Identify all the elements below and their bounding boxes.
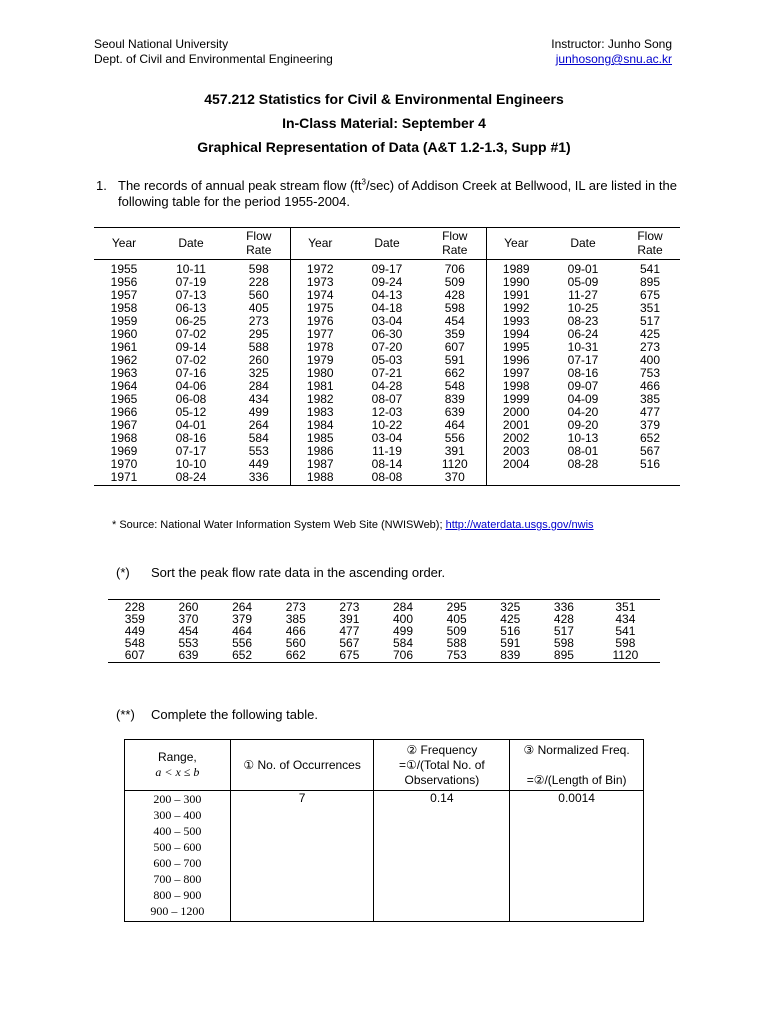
table-cell: 1987 (306, 457, 334, 471)
table-cell: 553 (228, 445, 290, 458)
table-cell: 08-16 (175, 431, 207, 445)
table-cell: 273 (269, 600, 323, 614)
table-cell: 07-21 (371, 366, 403, 380)
table-cell: 385 (639, 392, 661, 406)
table-cell: 567 (339, 636, 360, 650)
table-cell: 1963 (110, 366, 138, 380)
frequency-table (124, 739, 644, 922)
table-cell: 06-30 (371, 327, 403, 341)
frequency-table-header (125, 740, 644, 791)
table-cell: 895 (537, 649, 591, 663)
table-cell: 428 (553, 612, 574, 626)
occurrences-cell[interactable] (230, 791, 374, 922)
table-cell: 06-25 (175, 314, 207, 328)
table-cell: 1988 (290, 471, 350, 486)
table-cell: 09-01 (567, 262, 599, 276)
table-cell: 591 (424, 354, 486, 367)
question-1-number: 1. (96, 178, 107, 193)
header-left (94, 37, 333, 67)
table-cell: 06-08 (175, 392, 207, 406)
norm-label: ③ Normalized Freq. (523, 742, 630, 757)
table-cell: 1976 (306, 314, 334, 328)
table-cell: 662 (424, 367, 486, 380)
table-cell: 04-01 (175, 418, 207, 432)
table-cell: 391 (339, 612, 360, 626)
table-cell: 1986 (306, 444, 334, 458)
table-cell: 1120 (591, 649, 660, 663)
table-cell: 1959 (110, 314, 138, 328)
superscript-3: 3 (361, 177, 366, 187)
instructor-name: Instructor: Junho Song (551, 37, 672, 51)
table-cell (486, 471, 546, 486)
table-cell: 1978 (306, 340, 334, 354)
table-cell: 509 (446, 624, 467, 638)
header-frequency (374, 740, 510, 791)
question-1-text (118, 178, 678, 210)
table-cell: 07-13 (175, 288, 207, 302)
table-cell: 08-28 (567, 457, 599, 471)
table-cell: 1984 (306, 418, 334, 432)
table-cell: 04-13 (371, 288, 403, 302)
range-value: 800 – 900 (153, 888, 202, 902)
question-1-text-a: The records of annual peak stream flow (ft (118, 178, 362, 193)
table-cell: 517 (639, 314, 661, 328)
table-cell: 1971 (94, 471, 154, 486)
table-cell: 639 (424, 406, 486, 419)
table-cell: 464 (232, 624, 253, 638)
header-flow: Flow (442, 229, 468, 243)
table-cell: 405 (228, 302, 290, 315)
table-cell: 03-04 (371, 431, 403, 445)
question-3 (116, 707, 318, 722)
table-row (94, 471, 680, 486)
table-cell: 07-02 (175, 353, 207, 367)
table-cell: 1967 (110, 418, 138, 432)
title-block (0, 87, 768, 159)
table-cell: 325 (228, 367, 290, 380)
table-cell: 08-08 (350, 471, 424, 486)
table-cell: 07-02 (175, 327, 207, 341)
peak-flow-table (94, 227, 680, 486)
table-row (94, 260, 680, 277)
frequency-value: 0.14 (430, 791, 454, 805)
table-cell: 839 (424, 393, 486, 406)
table-cell: 264 (228, 419, 290, 432)
header-normalized (510, 740, 644, 791)
university-name: Seoul National University (94, 37, 229, 51)
table-cell: 260 (228, 354, 290, 367)
range-value: 500 – 600 (153, 840, 202, 854)
table-cell: 652 (215, 649, 269, 663)
table-cell: 04-09 (567, 392, 599, 406)
table-cell: 584 (228, 432, 290, 445)
table-cell: 639 (162, 649, 216, 663)
table-cell: 09-24 (371, 275, 403, 289)
table-cell: 598 (424, 302, 486, 315)
table-cell: 1975 (306, 301, 334, 315)
table-cell: 370 (178, 612, 199, 626)
table-cell: 1966 (110, 405, 138, 419)
table-cell: 359 (124, 612, 145, 626)
table-cell: 509 (424, 276, 486, 289)
table-cell: 425 (500, 612, 521, 626)
freq-label: ② Frequency (406, 742, 478, 757)
table-cell: 11-27 (568, 288, 598, 302)
table-cell: 588 (446, 636, 467, 650)
table-cell: 07-17 (175, 444, 207, 458)
table-cell: 370 (424, 471, 486, 486)
header-flow: Flow (637, 229, 663, 243)
sorted-table-body (108, 600, 660, 663)
table-cell: 598 (553, 636, 574, 650)
header-range (125, 740, 231, 791)
table-cell: 607 (424, 341, 486, 354)
table-cell: 1983 (306, 405, 334, 419)
table-cell: 839 (483, 649, 537, 663)
table-cell: 598 (615, 636, 636, 650)
table-cell: 541 (615, 624, 636, 638)
table-cell: 08-14 (371, 457, 403, 471)
header-rate: Rate (442, 243, 468, 257)
range-value: 300 – 400 (153, 808, 202, 822)
table-cell: 1998 (502, 379, 530, 393)
table-cell: 08-24 (154, 471, 228, 486)
table-cell: 548 (124, 636, 145, 650)
table-cell: 09-17 (371, 262, 403, 276)
header-rate: Rate (246, 243, 272, 257)
table-cell: 10-11 (176, 262, 206, 276)
table-cell (546, 471, 620, 486)
instructor-email-link[interactable]: junhosong@snu.ac.kr (555, 52, 672, 66)
table-cell: 466 (639, 379, 661, 393)
table-cell: 1957 (110, 288, 138, 302)
table-cell: 04-06 (175, 379, 207, 393)
table-cell: 04-28 (371, 379, 403, 393)
table-cell: 09-07 (567, 379, 599, 393)
table-cell: 08-07 (371, 392, 403, 406)
table-cell: 379 (232, 612, 253, 626)
table-cell: 560 (228, 289, 290, 302)
table-cell: 753 (639, 366, 661, 380)
table-cell: 753 (430, 649, 484, 663)
table-cell: 11-19 (372, 444, 402, 458)
freq-formula-a: =①/(Total No. of (398, 757, 485, 772)
table-cell: 228 (228, 276, 290, 289)
table-cell: 08-23 (567, 314, 599, 328)
range-value: 900 – 1200 (150, 904, 205, 918)
table-cell: 425 (639, 327, 661, 341)
table-cell: 07-17 (567, 353, 599, 367)
table-cell: 06-24 (567, 327, 599, 341)
table-cell: 1956 (110, 275, 138, 289)
table-cell: 434 (228, 393, 290, 406)
table-cell: 1985 (306, 431, 334, 445)
table-cell: 1997 (502, 366, 530, 380)
table-cell: 567 (639, 444, 661, 458)
normalized-value: 0.0014 (558, 791, 595, 805)
table-cell: 295 (228, 328, 290, 341)
header-flow-rate (228, 228, 290, 260)
source-note (112, 519, 594, 531)
question-3-text: Complete the following table. (151, 707, 318, 722)
sorted-flow-table (108, 599, 660, 663)
table-cell: 675 (323, 649, 377, 663)
table-cell: 273 (323, 600, 377, 614)
table-cell: 1974 (306, 288, 334, 302)
table-cell: 05-03 (371, 353, 403, 367)
table-cell: 541 (639, 262, 661, 276)
table-cell: 428 (424, 289, 486, 302)
table-cell: 1968 (110, 431, 138, 445)
table-cell: 675 (639, 288, 661, 302)
header-year: Year (486, 228, 546, 260)
table-cell: 895 (639, 275, 661, 289)
table-cell (620, 471, 680, 486)
table-row (108, 649, 660, 663)
table-cell: 379 (639, 418, 661, 432)
table-cell: 706 (424, 260, 486, 277)
table-cell: 03-04 (371, 314, 403, 328)
source-text: * Source: National Water Information System Web Site (NWISWeb); (112, 519, 446, 531)
table-cell: 295 (430, 600, 484, 614)
table-cell: 556 (424, 432, 486, 445)
table-cell: 2002 (502, 431, 530, 445)
table-cell: 1989 (502, 262, 530, 276)
table-cell: 08-16 (567, 366, 599, 380)
table-cell: 1120 (424, 458, 486, 471)
table-cell: 391 (424, 445, 486, 458)
header-date: Date (154, 228, 228, 260)
range-value: 200 – 300 (153, 792, 202, 806)
table-cell: 1993 (502, 314, 530, 328)
table-cell: 607 (108, 649, 162, 663)
table-cell: 591 (500, 636, 521, 650)
table-cell: 09-14 (175, 340, 207, 354)
table-cell: 1955 (110, 262, 138, 276)
table-cell: 325 (483, 600, 537, 614)
table-cell: 04-20 (567, 405, 599, 419)
header-year: Year (290, 228, 350, 260)
table-cell: 2000 (502, 405, 530, 419)
table-cell: 1973 (306, 275, 334, 289)
range-label: Range, (158, 750, 197, 764)
table-cell: 598 (228, 260, 290, 277)
header-right (545, 37, 672, 67)
table-cell: 454 (178, 624, 199, 638)
table-cell: 477 (639, 405, 661, 419)
table-cell: 1970 (110, 457, 138, 471)
table-cell: 400 (639, 353, 661, 367)
header-year: Year (94, 228, 154, 260)
header-occurrences: ① No. of Occurrences (230, 740, 374, 791)
table-cell: 385 (285, 612, 306, 626)
header-flow-rate (424, 228, 486, 260)
table-cell: 1980 (306, 366, 334, 380)
table-cell: 351 (591, 600, 660, 614)
table-cell: 351 (639, 301, 661, 315)
department-name: Dept. of Civil and Environmental Engineering (94, 52, 333, 66)
table-cell: 454 (424, 315, 486, 328)
table-cell: 284 (376, 600, 430, 614)
table-cell: 1999 (502, 392, 530, 406)
normalized-cell[interactable] (510, 791, 644, 922)
norm-formula: =②/(Length of Bin) (526, 772, 627, 787)
table-cell: 1960 (110, 327, 138, 341)
table-cell: 264 (215, 600, 269, 614)
table-cell: 499 (228, 406, 290, 419)
table-cell: 2003 (502, 444, 530, 458)
header-date: Date (546, 228, 620, 260)
material-title: In-Class Material: September 4 (282, 115, 486, 131)
table-cell: 273 (639, 340, 661, 354)
table-cell: 10-31 (567, 340, 599, 354)
question-1-text-b: /sec) of Addison Creek at Bellwood, IL are listed in the following table for the period 1955-2004. (118, 178, 677, 209)
table-cell: 1994 (502, 327, 530, 341)
table-cell: 1996 (502, 353, 530, 367)
table-cell: 336 (228, 471, 290, 486)
header-rate: Rate (637, 243, 663, 257)
table-cell: 10-22 (371, 418, 403, 432)
freq-formula-b: Observations) (404, 772, 480, 787)
table-cell: 400 (393, 612, 414, 626)
table-cell: 04-18 (371, 301, 403, 315)
table-cell: 516 (639, 457, 661, 471)
table-cell: 499 (393, 624, 414, 638)
table-row (108, 600, 660, 614)
flow-table-body (94, 260, 680, 486)
question-3-label: (**) (116, 707, 135, 722)
table-cell: 449 (228, 458, 290, 471)
table-cell: 1991 (502, 288, 530, 302)
table-cell: 10-13 (567, 431, 599, 445)
table-cell: 434 (615, 612, 636, 626)
table-cell: 449 (124, 624, 145, 638)
table-cell: 466 (285, 624, 306, 638)
table-cell: 548 (424, 380, 486, 393)
header-flow: Flow (246, 229, 272, 243)
table-cell: 07-19 (175, 275, 207, 289)
table-cell: 05-09 (567, 275, 599, 289)
table-cell: 2004 (502, 457, 530, 471)
table-cell: 477 (339, 624, 360, 638)
table-cell: 1972 (306, 262, 334, 276)
question-2-text: Sort the peak flow rate data in the ascending order. (151, 565, 446, 580)
range-value: 700 – 800 (153, 872, 202, 886)
table-cell: 464 (424, 419, 486, 432)
table-cell: 1965 (110, 392, 138, 406)
table-cell: 706 (376, 649, 430, 663)
frequency-table-body-row (125, 791, 644, 922)
range-value: 400 – 500 (153, 824, 202, 838)
table-cell: 1961 (110, 340, 138, 354)
table-cell: 662 (269, 649, 323, 663)
table-cell: 05-12 (175, 405, 207, 419)
frequency-cell[interactable] (374, 791, 510, 922)
table-cell: 09-20 (567, 418, 599, 432)
range-formula: a < x ≤ b (155, 765, 200, 779)
table-cell: 1964 (110, 379, 138, 393)
table-cell: 07-16 (175, 366, 207, 380)
table-cell: 556 (232, 636, 253, 650)
table-cell: 284 (228, 380, 290, 393)
source-link[interactable]: http://waterdata.usgs.gov/nwis (445, 519, 594, 531)
table-cell: 584 (393, 636, 414, 650)
table-cell: 517 (553, 624, 574, 638)
table-cell: 652 (639, 431, 661, 445)
table-cell: 553 (178, 636, 199, 650)
table-cell: 228 (108, 600, 162, 614)
table-cell: 1981 (306, 379, 334, 393)
table-cell: 07-20 (371, 340, 403, 354)
table-cell: 336 (537, 600, 591, 614)
table-cell: 516 (500, 624, 521, 638)
table-cell: 1969 (110, 444, 138, 458)
table-cell: 06-13 (175, 301, 207, 315)
flow-table-header (94, 228, 680, 260)
table-cell: 1958 (110, 301, 138, 315)
table-cell: 1990 (502, 275, 530, 289)
table-cell: 588 (228, 341, 290, 354)
question-2 (116, 565, 446, 580)
header-date: Date (350, 228, 424, 260)
table-cell: 405 (446, 612, 467, 626)
topic-title: Graphical Representation of Data (A&T 1.2-1.3, Supp #1) (197, 139, 571, 155)
table-cell: 08-01 (567, 444, 599, 458)
table-cell: 560 (285, 636, 306, 650)
occurrence-value: 7 (298, 791, 306, 805)
table-cell: 1977 (306, 327, 334, 341)
table-cell: 12-03 (371, 405, 403, 419)
range-value: 600 – 700 (153, 856, 202, 870)
table-cell: 260 (162, 600, 216, 614)
course-title: 457.212 Statistics for Civil & Environmental Engineers (204, 91, 564, 107)
question-2-label: (*) (116, 565, 130, 580)
table-cell: 10-10 (175, 457, 207, 471)
range-cell (125, 791, 231, 922)
table-cell: 273 (228, 315, 290, 328)
table-cell: 1992 (502, 301, 530, 315)
table-cell: 10-25 (567, 301, 599, 315)
table-cell: 1995 (502, 340, 530, 354)
header-flow-rate (620, 228, 680, 260)
table-cell: 1962 (110, 353, 138, 367)
table-cell: 359 (424, 328, 486, 341)
table-cell: 2001 (502, 418, 530, 432)
table-cell: 1979 (306, 353, 334, 367)
table-cell: 1982 (306, 392, 334, 406)
